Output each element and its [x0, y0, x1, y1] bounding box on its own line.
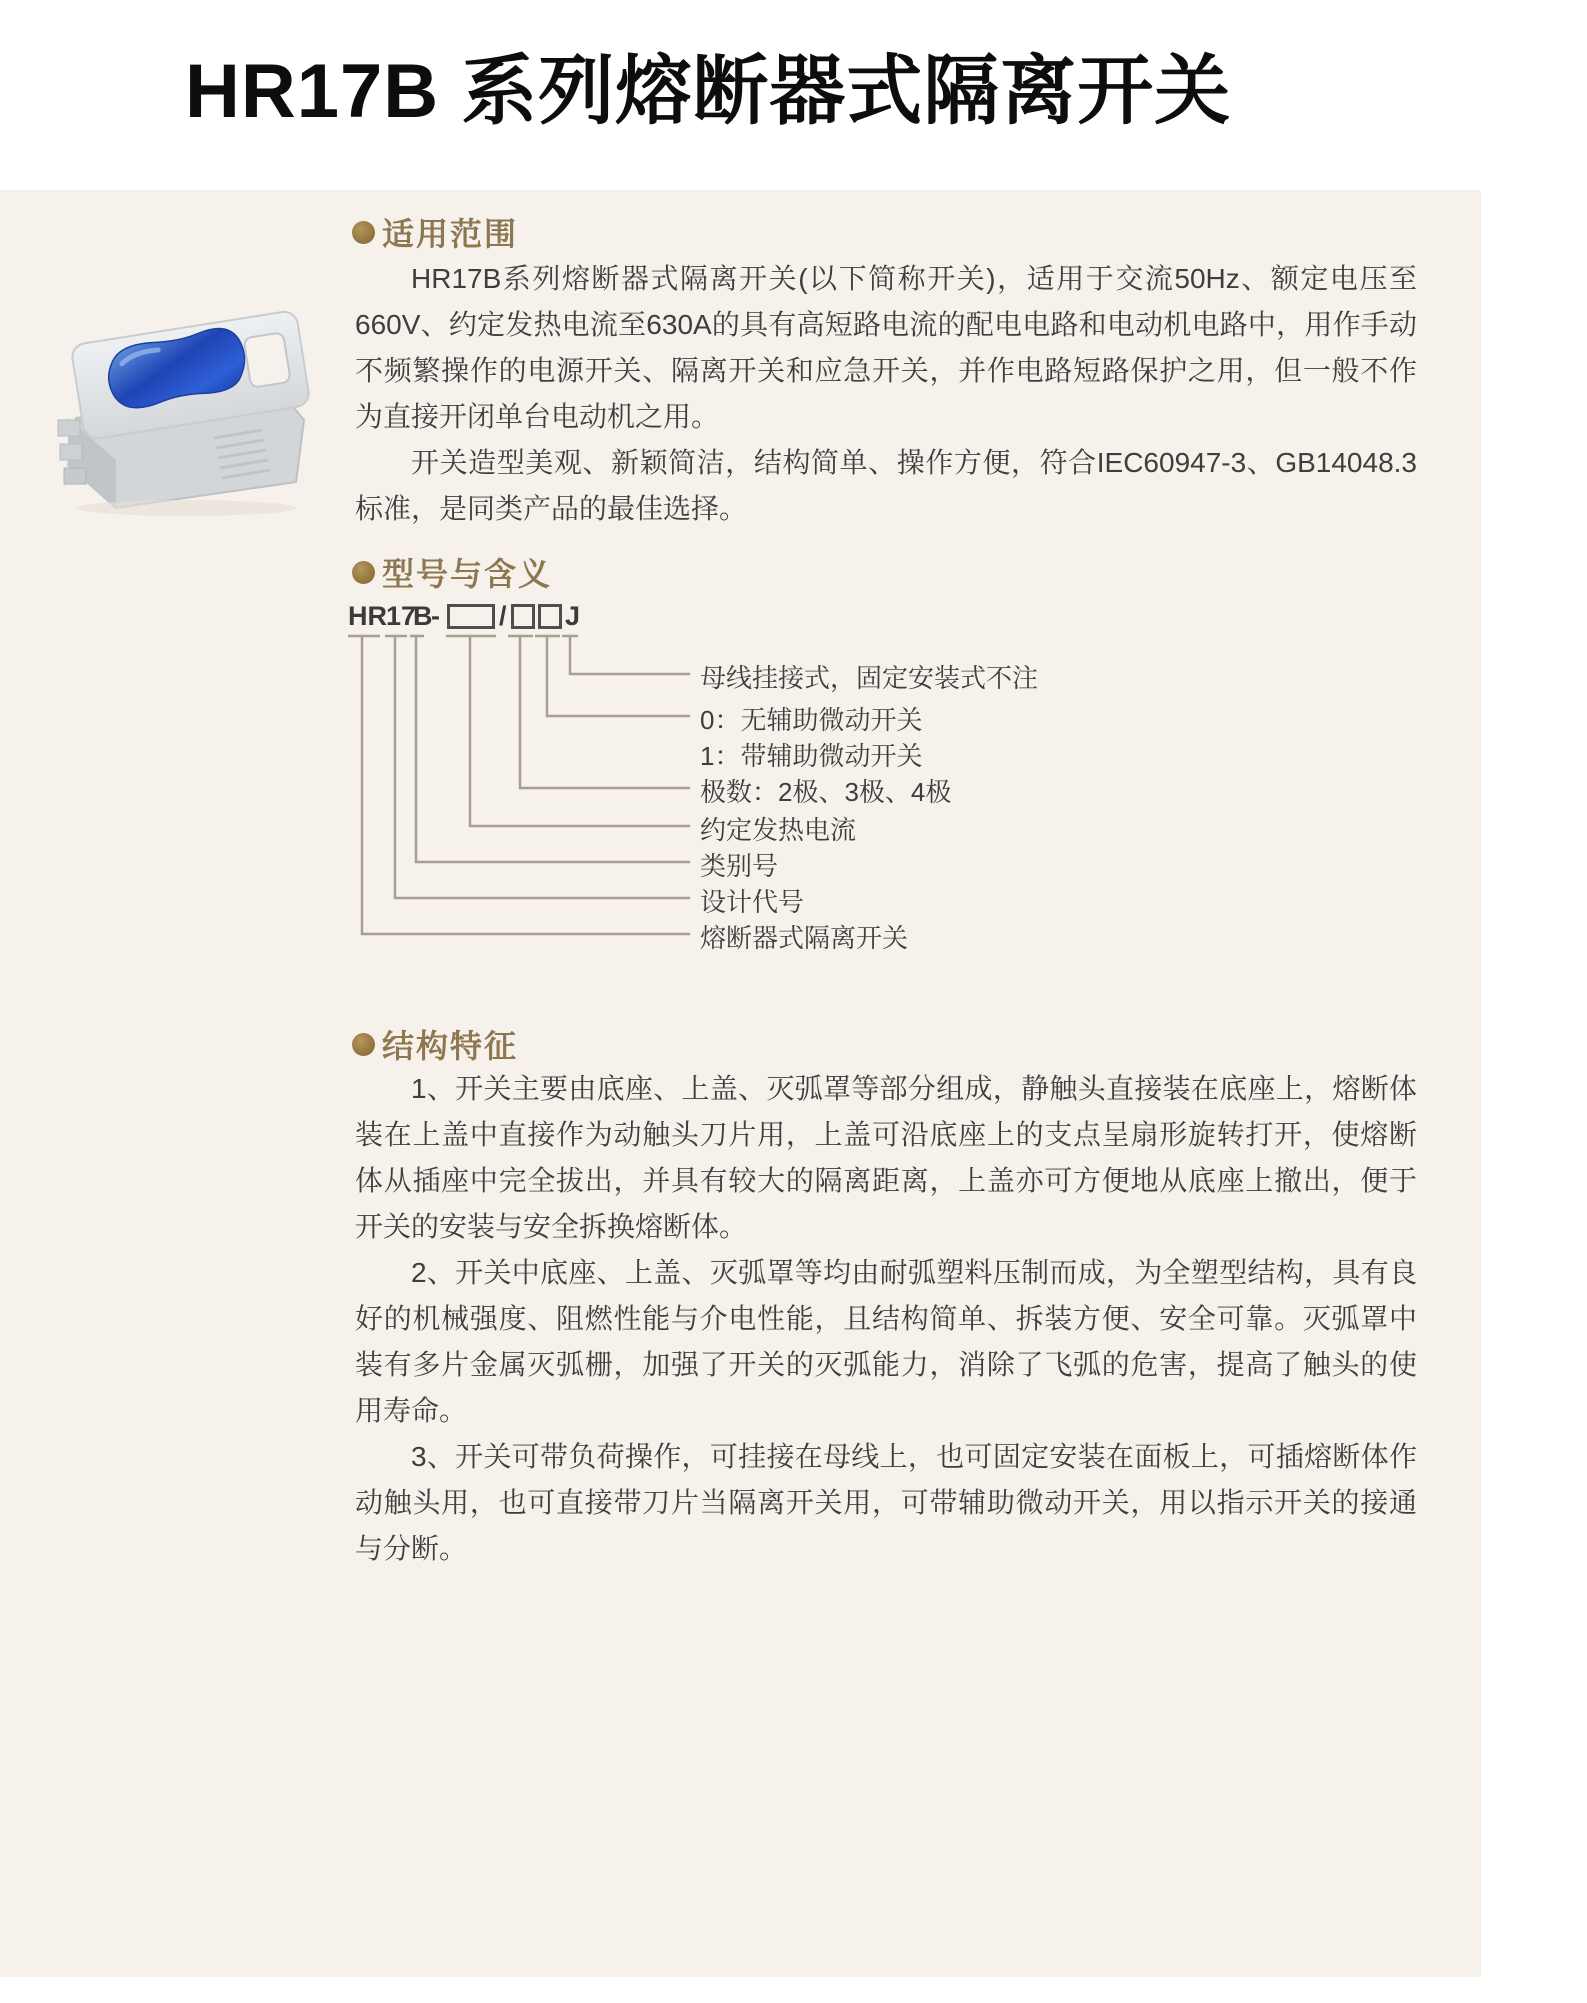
section-heading-text: 型号与含义: [382, 556, 553, 592]
structure-paragraph-3: 3、开关可带负荷操作，可挂接在母线上，也可固定安装在面板上，可插熔断体作动触头用，也可直接带刀片当隔离开关用，可带辅助微动开关，用以指示开关的接通与分断。: [355, 1441, 1417, 1564]
product-photo: [46, 300, 321, 520]
section-bullet-icon: [352, 1033, 375, 1056]
model-code-slash: /: [499, 601, 507, 631]
model-label-aux-0: 0：无辅助微动开关: [700, 705, 923, 735]
model-label-current: 约定发热电流: [700, 815, 857, 845]
structure-paragraph-2: 2、开关中底座、上盖、灭弧罩等均由耐弧塑料压制而成，为全塑型结构，具有良好的机械强度、阻燃性能与介电性能，且结构简单、拆装方便、安全可靠。灭弧罩中装有多片金属灭弧栅，加强了开关的灭弧能力，消除了飞弧的危害，提高了触头的使用寿命。: [355, 1257, 1417, 1426]
section-heading-scope: [352, 209, 518, 255]
model-code-17: 17: [386, 601, 417, 631]
model-code-j: J: [565, 601, 581, 631]
model-label-poles: 极数：2极、3极、4极: [700, 777, 952, 807]
section-heading-text: 适用范围: [382, 216, 519, 252]
section-heading-text: 结构特征: [382, 1028, 519, 1064]
product-handle-cutout: [243, 332, 290, 388]
model-label-busbar: 母线挂接式，固定安装式不注: [700, 663, 1039, 693]
model-label-category: 类别号: [700, 851, 779, 881]
model-code-b: B: [413, 601, 433, 631]
structure-paragraphs: [355, 1066, 1417, 1572]
section-heading-structure: [352, 1021, 518, 1067]
structure-paragraph-1: 1、开关主要由底座、上盖、灭弧罩等部分组成，静触头直接装在底座上，熔断体装在上盖中直接作为动触头刀片用，上盖可沿底座上的支点呈扇形旋转打开，使熔断体从插座中完全拔出，并具有较大的隔离距离，上盖亦可方便地从底座上撤出，便于开关的安装与安全拆换熔断体。: [355, 1073, 1417, 1242]
section-heading-model: [352, 549, 552, 595]
section-bullet-icon: [352, 221, 375, 244]
model-code-dash: -: [431, 601, 440, 631]
model-code-hr: HR: [348, 601, 387, 631]
scope-paragraphs: [355, 256, 1417, 532]
model-label-aux-1: 1：带辅助微动开关: [700, 741, 923, 771]
product-shadow: [76, 500, 296, 516]
scope-paragraph-2: 开关造型美观、新颖简洁，结构简单、操作方便，符合IEC60947-3、GB14048.3标准，是同类产品的最佳选择。: [355, 447, 1417, 524]
model-diagram-lines: [340, 625, 702, 947]
section-bullet-icon: [352, 561, 375, 584]
scope-paragraph-1: HR17B系列熔断器式隔离开关(以下简称开关)，适用于交流50Hz、额定电压至660V、约定发热电流至630A的具有高短路电流的配电电路和电动机电路中，用作手动不频繁操作的电源开关、隔离开关和应急开关，并作电路短路保护之用，但一般不作为直接开闭单台电动机之用。: [355, 263, 1417, 432]
model-label-designcode: 设计代号: [700, 887, 805, 917]
model-label-switchtype: 熔断器式隔离开关: [700, 923, 909, 953]
page-title: HR17B 系列熔断器式隔离开关: [185, 49, 1232, 134]
